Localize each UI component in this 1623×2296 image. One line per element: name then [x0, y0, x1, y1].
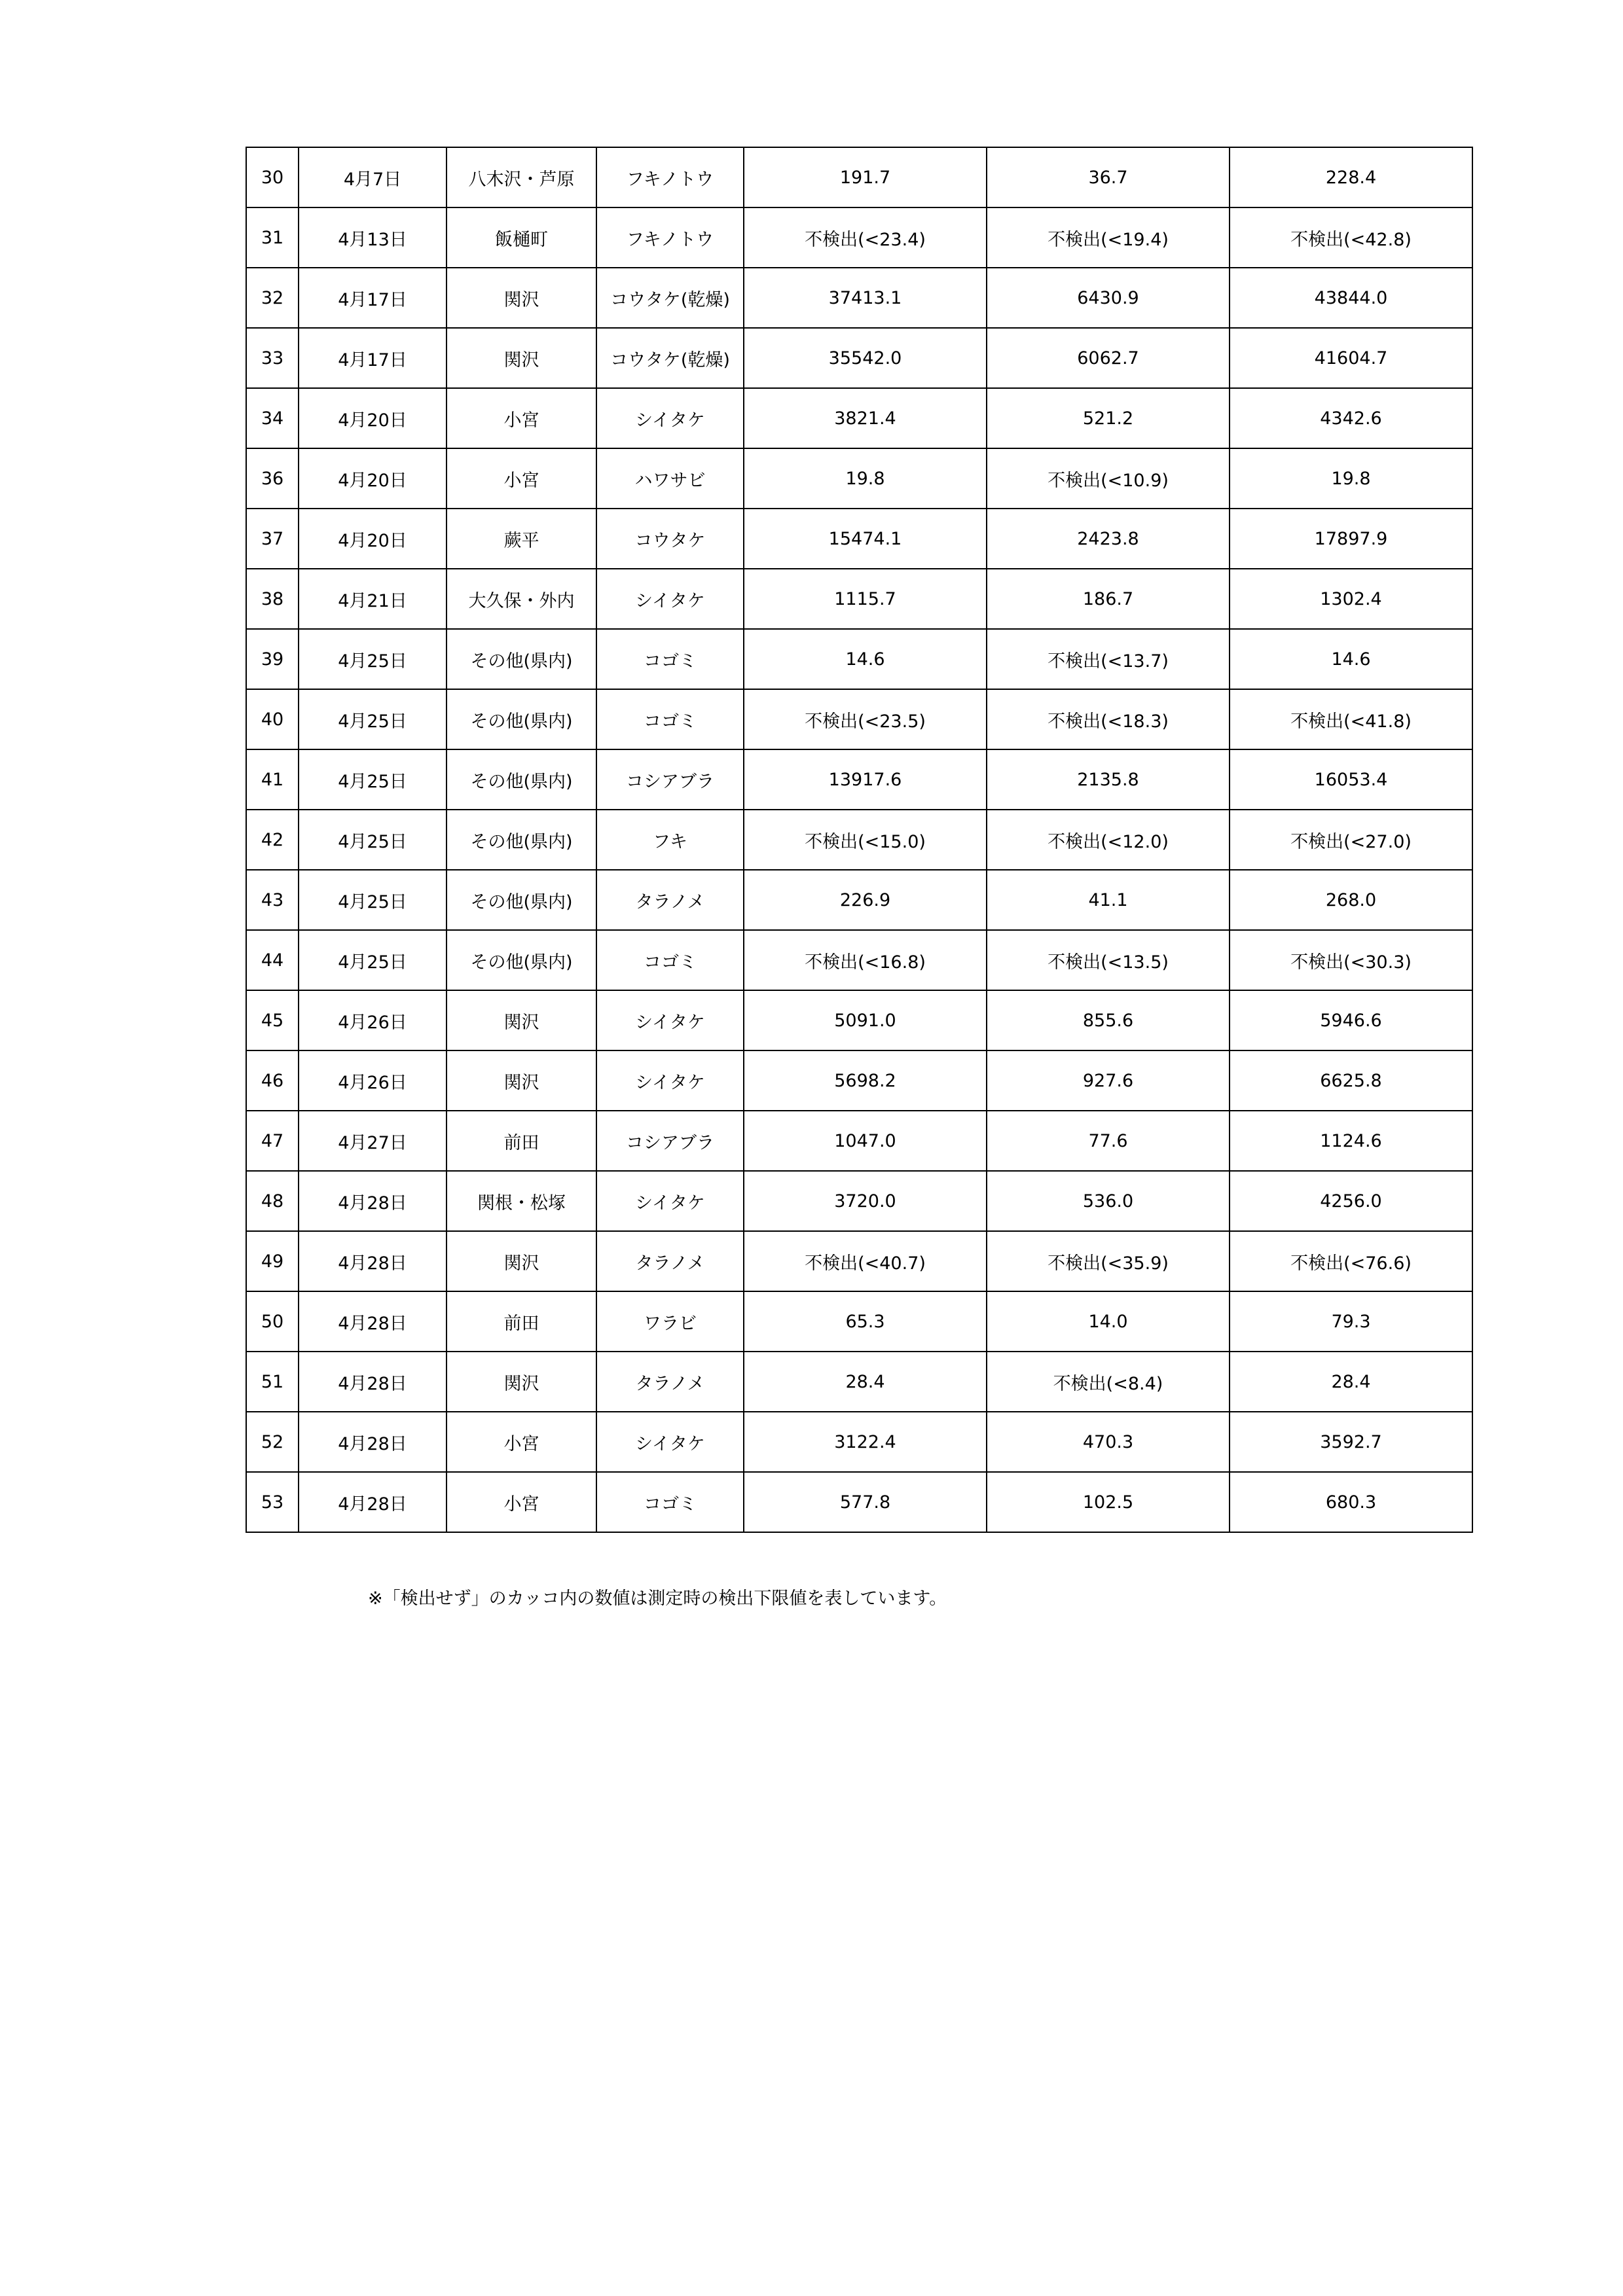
measurement-table: [246, 147, 1473, 1533]
table-row: [246, 1050, 1472, 1111]
cell-number: 52: [246, 1412, 299, 1472]
cell-date: 4月17日: [299, 328, 447, 388]
cell-value-1: 5091.0: [744, 990, 987, 1050]
cell-value-3: 19.8: [1230, 448, 1472, 509]
table-row: [246, 1352, 1472, 1412]
cell-date: 4月28日: [299, 1352, 447, 1412]
cell-item: コウタケ: [596, 509, 744, 569]
cell-number: 32: [246, 268, 299, 328]
cell-value-3: 不検出(<42.8): [1230, 207, 1472, 268]
cell-value-2: 不検出(<8.4): [987, 1352, 1230, 1412]
cell-number: 41: [246, 749, 299, 810]
table-row: [246, 1412, 1472, 1472]
cell-date: 4月28日: [299, 1412, 447, 1472]
cell-date: 4月25日: [299, 870, 447, 930]
cell-value-3: 228.4: [1230, 147, 1472, 207]
cell-item: コウタケ(乾燥): [596, 328, 744, 388]
cell-value-3: 680.3: [1230, 1472, 1472, 1532]
footnote: ※「検出せず」のカッコ内の数値は測定時の検出下限値を表しています。: [368, 1588, 947, 1609]
table-row: [246, 870, 1472, 930]
cell-value-2: 2423.8: [987, 509, 1230, 569]
cell-number: 45: [246, 990, 299, 1050]
cell-value-1: 不検出(<15.0): [744, 810, 987, 870]
cell-value-2: 6062.7: [987, 328, 1230, 388]
cell-item: フキノトウ: [596, 207, 744, 268]
cell-item: シイタケ: [596, 1412, 744, 1472]
cell-value-1: 19.8: [744, 448, 987, 509]
cell-number: 34: [246, 388, 299, 448]
cell-date: 4月21日: [299, 569, 447, 629]
cell-value-1: 28.4: [744, 1352, 987, 1412]
cell-value-1: 不検出(<40.7): [744, 1231, 987, 1291]
cell-value-2: 521.2: [987, 388, 1230, 448]
cell-number: 51: [246, 1352, 299, 1412]
cell-date: 4月28日: [299, 1472, 447, 1532]
cell-item: フキノトウ: [596, 147, 744, 207]
cell-value-2: 14.0: [987, 1291, 1230, 1352]
cell-location: 大久保・外内: [447, 569, 596, 629]
cell-value-3: 28.4: [1230, 1352, 1472, 1412]
cell-value-1: 1115.7: [744, 569, 987, 629]
cell-number: 40: [246, 689, 299, 749]
table-row: [246, 629, 1472, 689]
cell-date: 4月25日: [299, 930, 447, 990]
cell-item: ワラビ: [596, 1291, 744, 1352]
cell-item: コゴミ: [596, 629, 744, 689]
cell-value-1: 14.6: [744, 629, 987, 689]
cell-value-2: 不検出(<13.7): [987, 629, 1230, 689]
table-row: [246, 1111, 1472, 1171]
cell-value-1: 13917.6: [744, 749, 987, 810]
cell-value-2: 102.5: [987, 1472, 1230, 1532]
cell-item: シイタケ: [596, 569, 744, 629]
cell-value-1: 3122.4: [744, 1412, 987, 1472]
cell-value-1: 577.8: [744, 1472, 987, 1532]
cell-value-3: 1302.4: [1230, 569, 1472, 629]
cell-date: 4月25日: [299, 629, 447, 689]
cell-value-1: 3821.4: [744, 388, 987, 448]
cell-date: 4月28日: [299, 1231, 447, 1291]
cell-value-2: 536.0: [987, 1171, 1230, 1231]
cell-number: 47: [246, 1111, 299, 1171]
table-row: [246, 207, 1472, 268]
cell-location: 小宮: [447, 1472, 596, 1532]
cell-value-2: 186.7: [987, 569, 1230, 629]
cell-value-3: 43844.0: [1230, 268, 1472, 328]
cell-value-3: 不検出(<41.8): [1230, 689, 1472, 749]
cell-number: 31: [246, 207, 299, 268]
cell-value-3: 4256.0: [1230, 1171, 1472, 1231]
table-row: [246, 1472, 1472, 1532]
cell-date: 4月20日: [299, 509, 447, 569]
cell-location: 八木沢・芦原: [447, 147, 596, 207]
cell-item: タラノメ: [596, 870, 744, 930]
cell-location: 小宮: [447, 448, 596, 509]
cell-number: 33: [246, 328, 299, 388]
cell-value-1: 不検出(<23.5): [744, 689, 987, 749]
cell-date: 4月20日: [299, 388, 447, 448]
cell-location: 関沢: [447, 990, 596, 1050]
cell-value-1: 37413.1: [744, 268, 987, 328]
cell-value-3: 5946.6: [1230, 990, 1472, 1050]
cell-location: 関沢: [447, 1352, 596, 1412]
cell-number: 38: [246, 569, 299, 629]
cell-value-2: 470.3: [987, 1412, 1230, 1472]
table-row: [246, 509, 1472, 569]
cell-date: 4月17日: [299, 268, 447, 328]
cell-value-1: 3720.0: [744, 1171, 987, 1231]
cell-value-2: 6430.9: [987, 268, 1230, 328]
cell-location: 小宮: [447, 388, 596, 448]
cell-number: 49: [246, 1231, 299, 1291]
cell-value-1: 15474.1: [744, 509, 987, 569]
cell-location: 関沢: [447, 328, 596, 388]
cell-item: コウタケ(乾燥): [596, 268, 744, 328]
cell-value-2: 927.6: [987, 1050, 1230, 1111]
cell-location: 関沢: [447, 1050, 596, 1111]
cell-value-1: 不検出(<23.4): [744, 207, 987, 268]
table-row: [246, 147, 1472, 207]
cell-value-2: 77.6: [987, 1111, 1230, 1171]
cell-location: 前田: [447, 1291, 596, 1352]
cell-value-3: 17897.9: [1230, 509, 1472, 569]
cell-number: 36: [246, 448, 299, 509]
table-row: [246, 990, 1472, 1050]
cell-location: その他(県内): [447, 930, 596, 990]
cell-number: 46: [246, 1050, 299, 1111]
cell-date: 4月25日: [299, 749, 447, 810]
cell-date: 4月26日: [299, 1050, 447, 1111]
cell-value-3: 不検出(<76.6): [1230, 1231, 1472, 1291]
cell-item: コゴミ: [596, 930, 744, 990]
cell-item: シイタケ: [596, 388, 744, 448]
cell-item: タラノメ: [596, 1231, 744, 1291]
table-row: [246, 448, 1472, 509]
cell-location: 前田: [447, 1111, 596, 1171]
cell-item: シイタケ: [596, 990, 744, 1050]
cell-value-3: 3592.7: [1230, 1412, 1472, 1472]
cell-date: 4月28日: [299, 1171, 447, 1231]
cell-number: 43: [246, 870, 299, 930]
cell-item: コシアブラ: [596, 749, 744, 810]
cell-value-2: 不検出(<12.0): [987, 810, 1230, 870]
cell-value-2: 41.1: [987, 870, 1230, 930]
cell-value-3: 79.3: [1230, 1291, 1472, 1352]
table-row: [246, 930, 1472, 990]
cell-date: 4月28日: [299, 1291, 447, 1352]
cell-number: 50: [246, 1291, 299, 1352]
cell-date: 4月27日: [299, 1111, 447, 1171]
cell-location: 飯樋町: [447, 207, 596, 268]
table-row: [246, 810, 1472, 870]
table-row: [246, 268, 1472, 328]
table-row: [246, 1171, 1472, 1231]
cell-value-3: 不検出(<27.0): [1230, 810, 1472, 870]
cell-item: タラノメ: [596, 1352, 744, 1412]
cell-date: 4月7日: [299, 147, 447, 207]
cell-number: 37: [246, 509, 299, 569]
table-row: [246, 1231, 1472, 1291]
cell-item: シイタケ: [596, 1171, 744, 1231]
cell-value-1: 65.3: [744, 1291, 987, 1352]
cell-location: 関沢: [447, 268, 596, 328]
cell-number: 53: [246, 1472, 299, 1532]
cell-value-3: 6625.8: [1230, 1050, 1472, 1111]
cell-value-3: 268.0: [1230, 870, 1472, 930]
cell-value-2: 855.6: [987, 990, 1230, 1050]
cell-value-2: 不検出(<18.3): [987, 689, 1230, 749]
cell-value-2: 不検出(<19.4): [987, 207, 1230, 268]
cell-value-3: 14.6: [1230, 629, 1472, 689]
cell-value-1: 5698.2: [744, 1050, 987, 1111]
cell-value-1: 不検出(<16.8): [744, 930, 987, 990]
cell-location: その他(県内): [447, 629, 596, 689]
cell-value-1: 1047.0: [744, 1111, 987, 1171]
cell-value-1: 191.7: [744, 147, 987, 207]
cell-value-2: 2135.8: [987, 749, 1230, 810]
cell-value-3: 41604.7: [1230, 328, 1472, 388]
cell-number: 39: [246, 629, 299, 689]
cell-item: コゴミ: [596, 689, 744, 749]
table-body: [246, 147, 1472, 1532]
table-row: [246, 569, 1472, 629]
cell-value-2: 不検出(<35.9): [987, 1231, 1230, 1291]
cell-number: 42: [246, 810, 299, 870]
cell-number: 30: [246, 147, 299, 207]
cell-date: 4月13日: [299, 207, 447, 268]
cell-date: 4月26日: [299, 990, 447, 1050]
cell-location: その他(県内): [447, 810, 596, 870]
cell-value-1: 35542.0: [744, 328, 987, 388]
cell-location: 蕨平: [447, 509, 596, 569]
cell-number: 44: [246, 930, 299, 990]
table-row: [246, 388, 1472, 448]
cell-location: その他(県内): [447, 689, 596, 749]
cell-location: 関根・松塚: [447, 1171, 596, 1231]
cell-location: その他(県内): [447, 870, 596, 930]
cell-item: ハワサビ: [596, 448, 744, 509]
cell-item: コシアブラ: [596, 1111, 744, 1171]
cell-item: シイタケ: [596, 1050, 744, 1111]
cell-location: 小宮: [447, 1412, 596, 1472]
cell-number: 48: [246, 1171, 299, 1231]
table-row: [246, 328, 1472, 388]
cell-value-2: 不検出(<13.5): [987, 930, 1230, 990]
cell-date: 4月25日: [299, 689, 447, 749]
table-row: [246, 1291, 1472, 1352]
cell-value-1: 226.9: [744, 870, 987, 930]
cell-item: コゴミ: [596, 1472, 744, 1532]
cell-item: フキ: [596, 810, 744, 870]
cell-value-3: 16053.4: [1230, 749, 1472, 810]
cell-location: 関沢: [447, 1231, 596, 1291]
cell-location: その他(県内): [447, 749, 596, 810]
cell-value-2: 不検出(<10.9): [987, 448, 1230, 509]
cell-date: 4月20日: [299, 448, 447, 509]
cell-value-2: 36.7: [987, 147, 1230, 207]
cell-date: 4月25日: [299, 810, 447, 870]
cell-value-3: 不検出(<30.3): [1230, 930, 1472, 990]
table-row: [246, 689, 1472, 749]
cell-value-3: 4342.6: [1230, 388, 1472, 448]
table-row: [246, 749, 1472, 810]
cell-value-3: 1124.6: [1230, 1111, 1472, 1171]
